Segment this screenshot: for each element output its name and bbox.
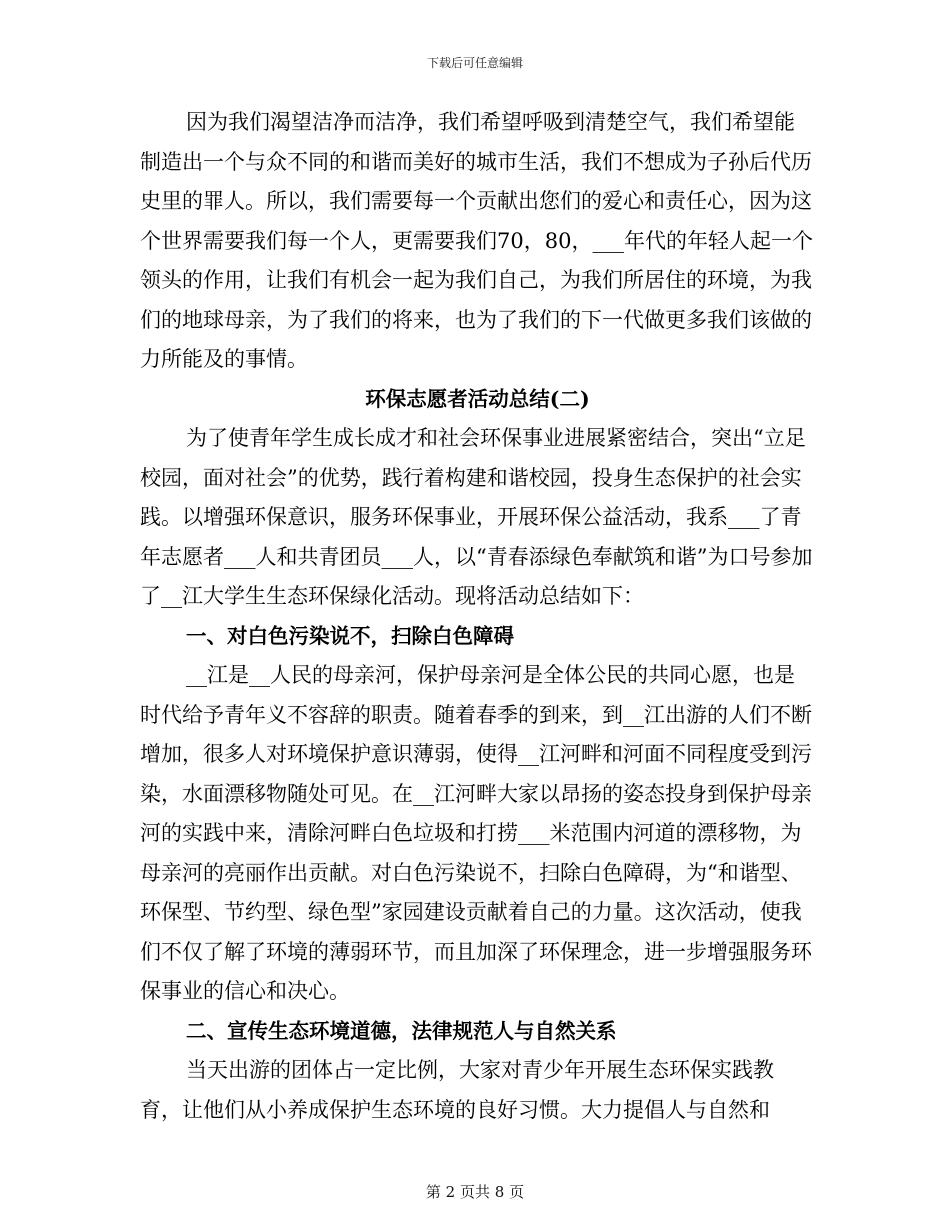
section-heading-2: 二、宣传生态环境道德，法律规范人与自然关系 <box>186 1018 617 1043</box>
page-footer: 第 2 页共 8 页 <box>425 1183 525 1201</box>
paragraph-overview: 为了使青年学生成长成才和社会环保事业进展紧密结合，突出“立足校园，面对社会”的优势，践行着构建和谐校园，投身生态保护的社会实践。以增强环保意识，服务环保事业，开展环保公益活动，我系___了青年志愿者___人和共青团员___人，以“青春添绿色奉献筑和谐”为口号参加了__江大学生生态环保绿化活动。现将活动总结如下： <box>140 426 813 608</box>
paragraph-section-2: 当天出游的团体占一定比例，大家对青少年开展生态环保实践教育，让他们从小养成保护生态环境的良好习惯。大力提倡人与自然和 <box>140 1058 774 1122</box>
paragraph-intro: 因为我们渴望洁净而洁净，我们希望呼吸到清楚空气，我们希望能制造出一个与众不同的和谐而美好的城市生活，我们不想成为子孙后代历史里的罪人。所以，我们需要每一个贡献出您们的爱心和责任心，因为这个世界需要我们每一个人，更需要我们70，80，___年代的年轻人起一个领头的作用，让我们有机会一起为我们自己，为我们所居住的环境，为我们的地球母亲，为了我们的将来，也为了我们的下一代做更多我们该做的力所能及的事情。 <box>140 110 813 371</box>
document-body <box>140 103 815 1130</box>
document-title: 环保志愿者活动总结(二) <box>365 386 590 411</box>
paragraph-section-1: __江是__人民的母亲河，保护母亲河是全体公民的共同心愿，也是时代给予青年义不容辞的职责。随着春季的到来，到__江出游的人们不断增加，很多人对环境保护意识薄弱，使得__江河畔和河面不同程度受到污染，水面漂移物随处可见。在__江河畔大家以昂扬的姿态投身到保护母亲河的实践中来，清除河畔白色垃圾和打捞___米范围内河道的漂移物，为母亲河的亮丽作出贡献。对白色污染说不，扫除白色障碍，为“和谐型、环保型、节约型、绿色型”家园建设贡献着自己的力量。这次活动，使我们不仅了解了环境的薄弱环节，而且加深了环保理念，进一步增强服务环保事业的信心和决心。 <box>140 663 812 1003</box>
page-header: 下载后可任意编辑 <box>426 56 523 70</box>
section-heading-1: 一、对白色污染说不，扫除白色障碍 <box>186 623 514 648</box>
